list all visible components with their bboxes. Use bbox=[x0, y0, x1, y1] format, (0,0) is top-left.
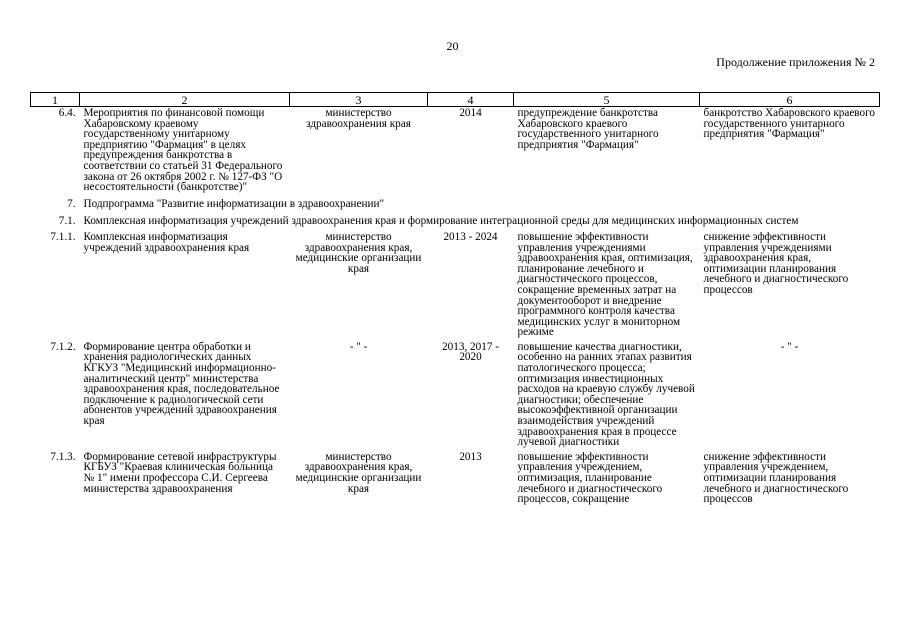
section-title: Комплексная информатизация учреждений здравоохранения края и формирование интеграционной среды для медицинских информационных систем bbox=[83, 215, 799, 228]
executor: министерство здравоохранения края, медицинские организации края bbox=[295, 230, 422, 275]
period: 2013 - 2024 bbox=[443, 230, 498, 243]
consequence: снижение эффективности управления учреждениями здравоохранения края, оптимизации планирования лечебного и диагностического процессов bbox=[703, 230, 849, 296]
row-number: 7. bbox=[67, 197, 76, 210]
row-number: 7.1.2. bbox=[50, 340, 76, 353]
table-row bbox=[31, 107, 880, 196]
subprogram-title: Подпрограмма "Развитие информатизации в здравоохранении" bbox=[83, 197, 385, 210]
measure-name: Формирование сетевой инфраструктуры КГБУЗ "Краевая клиническая больница № 1" имени профессора С.И. Сергеева министерства здравоохранения bbox=[83, 450, 277, 495]
row-number: 6.4. bbox=[58, 107, 76, 119]
measure-name: Комплексная информатизация учреждений здравоохранения края bbox=[83, 230, 250, 254]
appendix-continuation-label: Продолжение приложения № 2 bbox=[716, 55, 875, 69]
table-row bbox=[31, 231, 880, 341]
column-number-3: 3 bbox=[290, 93, 428, 107]
executor: - " - bbox=[349, 340, 368, 353]
section-row bbox=[31, 213, 880, 231]
expected-result: предупреждение банкротства Хабаровского краевого государственного унитарного предприятия "Фармация" bbox=[517, 107, 659, 151]
measure-name: Формирование центра обработки и хранения радиологических данных КГКУЗ "Медицинский информационно-аналитический центр" министерства здравоохранения края, последовательное подключение к радиологической сети абонентов учреждений здравоохранения края bbox=[83, 340, 280, 428]
expected-result: повышение качества диагностики, особенно на ранних этапах развития патологического процесса; оптимизация инвестиционных расходов на краевую службу лучевой диагностики; обеспечение высокоэффективной организации взаимодействия учреждений здравоохранения края в процессе лучевой диагностики bbox=[517, 340, 695, 449]
table-row bbox=[31, 451, 880, 508]
measure-name: Мероприятия по финансовой помощи Хабаровскому краевому государственному унитарному предприятию "Фармация" в целях предупреждения банкротства в соответствии со статьей 31 Федерального закона от 26 октября 2002 г. № 127-ФЗ "О несостоятельности (банкротстве)" bbox=[83, 107, 283, 194]
executor: министерство здравоохранения края, медицинские организации края bbox=[295, 450, 422, 495]
column-number-6: 6 bbox=[700, 93, 880, 107]
consequence: банкротство Хабаровского краевого государственного унитарного предприятия "Фармация" bbox=[703, 107, 875, 141]
table-row bbox=[31, 341, 880, 451]
period: 2013 bbox=[459, 450, 482, 463]
period: 2014 bbox=[459, 107, 482, 119]
column-number-5: 5 bbox=[514, 93, 700, 107]
column-number-4: 4 bbox=[428, 93, 514, 107]
row-number: 7.1.1. bbox=[50, 230, 76, 243]
page-number: 20 bbox=[446, 39, 459, 53]
consequence: - " - bbox=[780, 340, 799, 353]
table-header-row bbox=[31, 93, 880, 107]
row-number: 7.1.3. bbox=[50, 450, 76, 463]
expected-result: повышение эффективности управления учреждениями здравоохранения края, оптимизация, планирование лечебного и диагностического процессов, сокращение временных затрат на документооборот и внедрение программного контроля качества медицинских услуг в мониторном режиме bbox=[517, 230, 693, 339]
column-number-2: 2 bbox=[80, 93, 290, 107]
row-number: 7.1. bbox=[58, 215, 76, 228]
consequence: снижение эффективности управления учреждением, оптимизации планирования лечебного и диагностического процессов bbox=[703, 450, 849, 506]
column-number-1: 1 bbox=[31, 93, 80, 107]
period: 2013, 2017 - 2020 bbox=[442, 340, 499, 364]
expected-result: повышение эффективности управления учреждением, оптимизация, планирование лечебного и диагностического процессов, сокращение bbox=[517, 450, 663, 506]
executor: министерство здравоохранения края bbox=[306, 107, 411, 130]
measures-table bbox=[30, 92, 880, 508]
subprogram-row bbox=[31, 196, 880, 214]
